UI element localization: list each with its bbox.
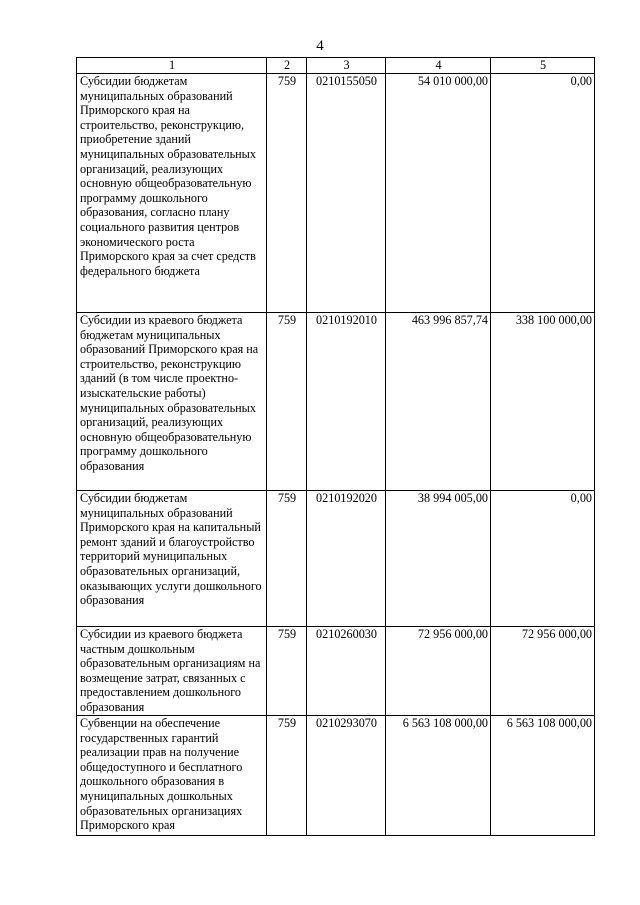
row-target-code: 0210192020 [307, 491, 386, 627]
row-department-code: 759 [267, 313, 307, 491]
column-header-5: 5 [491, 58, 595, 74]
row-amount-col4: 463 996 857,74 [386, 313, 491, 491]
row-amount-col5: 0,00 [491, 74, 595, 313]
row-amount-col4: 6 563 108 000,00 [386, 716, 491, 836]
budget-table [76, 57, 595, 836]
row-target-code: 0210155050 [307, 74, 386, 313]
table-row [77, 313, 595, 491]
column-header-2: 2 [267, 58, 307, 74]
row-amount-col4: 72 956 000,00 [386, 627, 491, 716]
row-amount-col5: 6 563 108 000,00 [491, 716, 595, 836]
row-amount-col5: 72 956 000,00 [491, 627, 595, 716]
row-name: Субвенции на обеспечение государственных гарантий реализации прав на получение общедоступного и бесплатного дошкольного образования в муниципальных дошкольных образовательных организациях Приморского края [77, 716, 267, 836]
row-name: Субсидии бюджетам муниципальных образований Приморского края на строительство, реконструкцию, приобретение зданий муниципальных образовательных организаций, реализующих основную общеобразовательную программу дошкольного образования, согласно плану социального развития центров экономического роста Приморского края за счет средств федерального бюджета [77, 74, 267, 313]
table-row [77, 491, 595, 627]
row-department-code: 759 [267, 627, 307, 716]
page-number: 4 [316, 38, 324, 54]
column-header-4: 4 [386, 58, 491, 74]
row-name: Субсидии из краевого бюджета частным дошкольным образовательным организациям на возмещение затрат, связанных с предоставлением дошкольного образования [77, 627, 267, 716]
row-name: Субсидии из краевого бюджета бюджетам муниципальных образований Приморского края на строительство, реконструкцию зданий (в том числе проектно-изыскательские работы) муниципальных образовательных организаций, реализующих основную общеобразовательную программу дошкольного образования [77, 313, 267, 491]
row-department-code: 759 [267, 74, 307, 313]
row-target-code: 0210192010 [307, 313, 386, 491]
column-header-3: 3 [307, 58, 386, 74]
row-target-code: 0210260030 [307, 627, 386, 716]
row-amount-col4: 54 010 000,00 [386, 74, 491, 313]
row-amount-col5: 0,00 [491, 491, 595, 627]
row-name: Субсидии бюджетам муниципальных образований Приморского края на капитальный ремонт зданий и благоустройство территорий муниципальных образовательных организаций, оказывающих услуги дошкольного образования [77, 491, 267, 627]
table-header-row [77, 58, 595, 74]
column-header-1: 1 [77, 58, 267, 74]
table-row [77, 627, 595, 716]
row-amount-col4: 38 994 005,00 [386, 491, 491, 627]
row-department-code: 759 [267, 716, 307, 836]
table-row [77, 74, 595, 313]
row-department-code: 759 [267, 491, 307, 627]
row-amount-col5: 338 100 000,00 [491, 313, 595, 491]
row-target-code: 0210293070 [307, 716, 386, 836]
table-row [77, 716, 595, 836]
